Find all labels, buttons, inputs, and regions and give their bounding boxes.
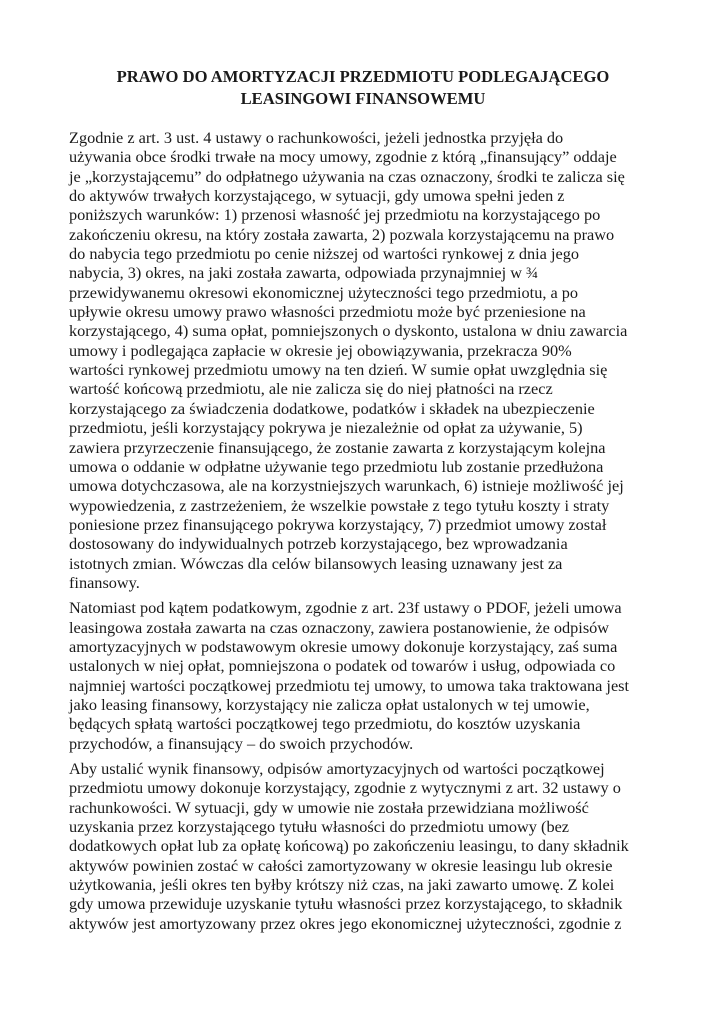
title-line: PRAWO DO AMORTYZACJI PRZEDMIOTU PODLEGAJĄCEGO (116, 67, 610, 86)
text-line: przedmiotu umowy dokonuje korzystający, zgodnie z wytycznymi z art. 32 ustawy o (69, 778, 621, 798)
text-line: ustalonych w niej opłat, pomniejszona o podatek od towarów i usług, odpowiada co (69, 656, 616, 676)
text-line: leasingowa została zawarta na czas oznaczony, zawiera postanowienie, że odpisów (69, 617, 610, 637)
text-line: poniesione przez finansującego pokrywa korzystający, 7) przedmiot umowy został (69, 514, 607, 534)
text-line: gdy umowa przewiduje uzyskanie tytułu własności przez korzystającego, to składnik (69, 894, 623, 914)
title-line: LEASINGOWI FINANSOWEMU (240, 89, 486, 108)
document-page (69, 66, 657, 939)
text-line: najmniej wartości początkowej przedmiotu tej umowy, to umowa taka traktowana jest (69, 675, 630, 695)
text-line: upływie okresu umowy prawo własności przedmiotu może być przeniesione na (69, 302, 586, 322)
text-line: przedmiotu, jeśli korzystający pokrywa je niezależnie od opłat za używanie, 5) (69, 418, 583, 438)
text-line: korzystającego za świadczenia dodatkowe, podatków i składek na ubezpieczenie (69, 398, 595, 418)
text-line: wartość końcową przedmiotu, ale nie zalicza się do niej płatności na rzecz (69, 379, 553, 399)
text-line: wypowiedzenia, z zastrzeżeniem, że wszelkie powstałe z tego tytułu koszty i straty (69, 495, 610, 515)
text-line: rachunkowości. W sytuacji, gdy w umowie nie została przewidziana możliwość (69, 797, 589, 817)
text-line: umowy i podlegająca zapłacie w okresie jej obowiązywania, przekracza 90% (69, 340, 572, 360)
text-line: do nabycia tego przedmiotu po cenie niższej od wartości rynkowej z dnia jego (69, 244, 579, 264)
text-line: używania obce środki trwałe na mocy umowy, zgodnie z którą „finansujący” oddaje (69, 147, 617, 167)
text-line: zakończeniu okresu, na który została zawarta, 2) pozwala korzystającemu na prawo (69, 224, 615, 244)
text-line: umowa dotychczasowa, ale na korzystniejszych warunkach, 6) istnieje możliwość jej (69, 476, 624, 496)
text-line: aktywów jest amortyzowany przez okres jego ekonomicznej użyteczności, zgodnie z (69, 913, 622, 933)
text-line: do aktywów trwałych korzystającego, w sytuacji, gdy umowa spełni jeden z (69, 186, 565, 206)
text-line: aktywów powinien zostać w całości zamortyzowany w okresie leasingu lub okresie (69, 855, 613, 875)
text-line: użytkowania, jeśli okres ten byłby krótszy niż czas, na jaki zawarto umowę. Z kolei (69, 875, 615, 895)
text-line: Zgodnie z art. 3 ust. 4 ustawy o rachunkowości, jeżeli jednostka przyjęła do (69, 128, 564, 147)
text-line: finansowy. (69, 572, 140, 592)
document-body (69, 128, 657, 933)
text-line: dodatkowych opłat lub za opłatę końcową) po zakończeniu leasingu, to dany składnik (69, 836, 629, 856)
paragraph-1 (69, 128, 657, 592)
text-line: uzyskania przez korzystającego tytułu własności do przedmiotu umowy (bez (69, 817, 570, 837)
text-line: przychodów, a finansujący – do swoich przychodów. (69, 733, 414, 753)
text-line: istotnych zmian. Wówczas dla celów bilansowych leasing uznawany jest za (69, 553, 563, 573)
text-line: przewidywanemu okresowi ekonomicznej użyteczności tego przedmiotu, a po (69, 282, 579, 302)
text-line: zawiera przyrzeczenie finansującego, że zostanie zawarta z korzystającym kolejna (69, 437, 606, 457)
paragraph-3 (69, 759, 657, 933)
text-line: poniższych warunków: 1) przenosi własność jej przedmiotu na korzystającego po (69, 205, 601, 225)
text-line: nabycia, 3) okres, na jaki została zawarta, odpowiada przynajmniej w ¾ (69, 263, 539, 283)
text-line: Aby ustalić wynik finansowy, odpisów amortyzacyjnych od wartości początkowej (69, 759, 605, 778)
text-line: wartości rynkowej przedmiotu umowy na ten dzień. W sumie opłat uwzględnia się (69, 360, 608, 380)
text-line: amortyzacyjnych w podstawowym okresie umowy dokonuje korzystający, zaś suma (69, 636, 618, 656)
text-line: jako leasing finansowy, korzystający nie zalicza opłat ustalonych w tej umowie, (69, 694, 590, 714)
text-line: dostosowany do indywidualnych potrzeb korzystającego, bez wprowadzania (69, 534, 568, 554)
text-line: korzystającego, 4) suma opłat, pomniejszonych o dyskonto, ustalona w dniu zawarcia (69, 321, 628, 341)
paragraph-2 (69, 598, 657, 753)
document-title (69, 66, 657, 110)
text-line: Natomiast pod kątem podatkowym, zgodnie z art. 23f ustawy o PDOF, jeżeli umowa (69, 598, 622, 618)
text-line: będących spłatą wartości początkowej tego przedmiotu, do kosztów uzyskania (69, 714, 581, 734)
text-line: je „korzystającemu” do odpłatnego używania na czas oznaczony, środki te zalicza się (69, 166, 625, 186)
text-line: umowa o oddanie w odpłatne używanie tego przedmiotu lub zostanie przedłużona (69, 456, 604, 476)
